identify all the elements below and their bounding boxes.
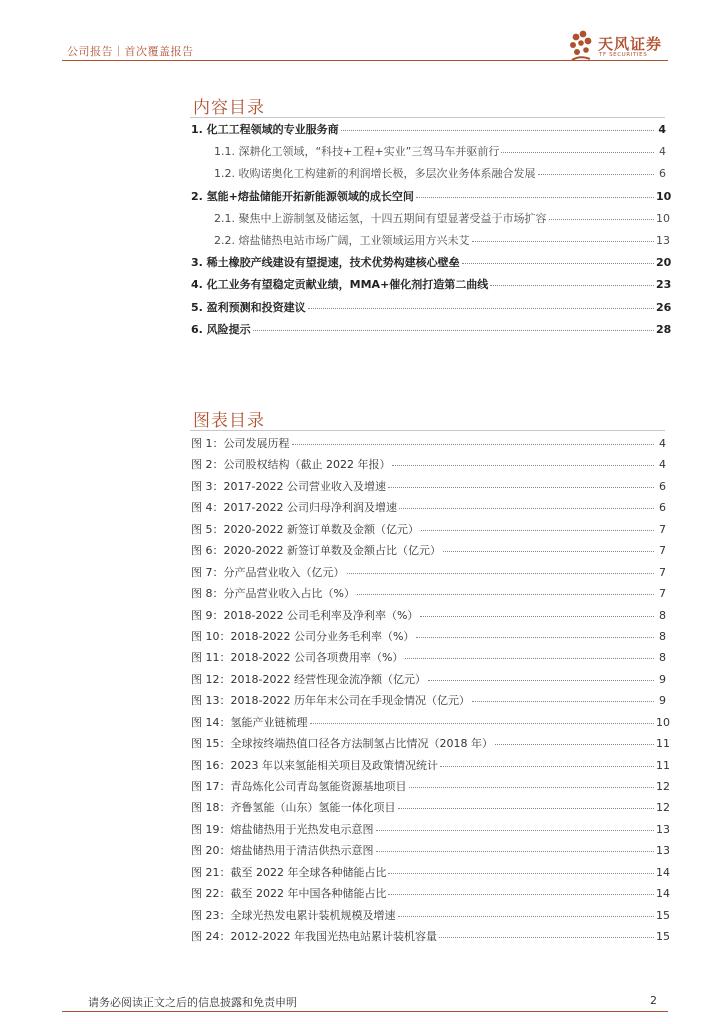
figure-entry-label: 图 3：2017-2022 公司营业收入及增速 [191,479,386,493]
toc-entry[interactable] [191,299,672,321]
toc-entry-page: 23 [656,278,672,292]
figure-entry[interactable] [191,542,666,563]
figure-entry-page: 8 [659,629,666,643]
figure-entry-page: 7 [659,587,666,601]
figure-entry-label: 图 12：2018-2022 经营性现金流净额（亿元） [191,672,426,686]
toc-entry-page: 4 [658,123,666,136]
figure-leader-dots [388,487,654,488]
figure-entry-label: 图 23：全球光热发电累计装机规模及增速 [191,908,396,922]
figure-entry-page: 4 [659,437,666,450]
figure-entry-page: 9 [659,694,666,708]
toc-title-divider [190,117,665,118]
figure-list [191,435,670,950]
figure-entry[interactable] [191,478,666,499]
toc-leader-dots [472,241,655,242]
figure-entry-label: 图 22：截至 2022 年中国各种储能占比 [191,887,387,901]
figure-entry-label: 图 2：公司股权结构（截止 2022 年报） [191,458,391,472]
figure-entry[interactable] [191,585,666,606]
toc-entry-page: 28 [656,322,672,336]
figure-leader-dots [376,830,655,831]
toc-entry-page: 20 [656,256,672,270]
toc-leader-dots [416,197,654,198]
figure-entry[interactable] [191,907,670,928]
figure-entry-page: 4 [659,458,666,472]
figure-leader-dots [472,701,654,702]
figure-entry[interactable] [191,649,666,670]
figure-entry[interactable] [191,778,670,799]
toc-leader-dots [538,174,655,175]
figure-entry[interactable] [191,607,666,628]
figure-entry-page: 11 [656,758,670,772]
figure-entry-page: 8 [659,651,666,665]
figure-entry-label: 图 1：公司发展历程 [191,437,290,450]
figure-entry-page: 12 [656,801,670,815]
figure-entry[interactable] [191,864,670,885]
toc-entry-page: 26 [656,300,672,314]
figure-leader-dots [398,916,655,917]
figure-leader-dots [357,594,654,595]
figure-entry-page: 7 [659,544,666,558]
report-type-label: 公司报告｜首次覆盖报告 [67,45,194,58]
figure-entry[interactable] [191,842,670,863]
figure-entry-label: 图 9：2018-2022 公司毛利率及净利率（%） [191,608,419,622]
toc-leader-dots [462,263,654,264]
figure-leader-dots [428,680,654,681]
figure-entry[interactable] [191,456,666,477]
toc-leader-dots [490,285,654,286]
toc-entry-page: 10 [656,211,670,225]
figure-leader-dots [405,658,654,659]
figure-entry-page: 11 [656,737,670,751]
figure-entry-label: 图 13：2018-2022 历年年末公司在手现金情况（亿元） [191,694,470,708]
toc-entry-label: 2. 氢能+熔盐储能开拓新能源领域的成长空间 [191,189,414,203]
toc-leader-dots [308,308,654,309]
toc-entry-label: 1. 化工工程领域的专业服务商 [191,123,339,136]
figure-entry-label: 图 17：青岛炼化公司青岛氢能资源基地项目 [191,780,407,793]
figure-entry[interactable] [191,499,666,520]
toc-entry-page: 4 [659,145,666,159]
figure-entry-label: 图 11：2018-2022 公司各项费用率（%） [191,651,404,665]
toc-entry[interactable] [191,210,670,232]
figure-entry-page: 7 [659,565,666,579]
toc-entry-label: 2.1. 聚焦中上游制氢及储运氢，十四五期间有望显著受益于市场扩容 [214,211,547,225]
figure-entry-page: 15 [656,908,670,922]
figure-leader-dots [376,851,655,852]
figure-entry-label: 图 21：截至 2022 年全球各种储能占比 [191,865,387,879]
figure-entry-label: 图 14：氢能产业链梳理 [191,715,308,729]
figure-leader-dots [310,723,655,724]
figure-entry-label: 图 4：2017-2022 公司归母净利润及增速 [191,501,397,515]
figure-entry[interactable] [191,628,666,649]
figure-entry-page: 6 [659,479,666,493]
toc-leader-dots [253,330,654,331]
figure-entry-page: 15 [656,930,670,944]
toc-entry-page: 10 [656,189,672,203]
toc-entry[interactable] [191,321,672,343]
figure-entry-label: 图 8：分产品营业收入占比（%） [191,587,355,601]
toc-entry-page: 6 [659,167,666,181]
figure-entry[interactable] [191,671,666,692]
toc-entry-label: 3. 稀土橡胶产线建设有望提速，技术优势构建核心壁垒 [191,256,460,270]
figure-leader-dots [409,787,655,788]
figure-entry-label: 图 19：熔盐储热用于光热发电示意图 [191,822,374,836]
figure-list-title: 图表目录 [193,411,265,431]
toc-entry[interactable] [191,121,666,143]
logo-company-subtitle: TF SECURITIES [599,52,648,58]
toc-entry[interactable] [191,188,672,210]
toc-leader-dots [341,130,654,131]
toc-entry-label: 2.2. 熔盐储热电站市场广阔，工业领域运用方兴未艾 [214,233,470,247]
figure-entry-page: 7 [659,522,666,536]
figure-entry-label: 图 15：全球按终端热值口径各方法制氢占比情况（2018 年） [191,737,493,751]
figure-entry[interactable] [191,821,670,842]
figure-entry-page: 12 [656,780,670,793]
figure-leader-dots [439,937,654,938]
toc-entry[interactable] [191,165,666,187]
figure-entry[interactable] [191,521,666,542]
figure-entry-label: 图 6：2020-2022 新签订单数及金额占比（亿元） [191,544,441,558]
figure-entry-page: 13 [656,844,670,858]
toc-list [191,121,672,343]
figure-leader-dots [347,573,655,574]
figure-entry-label: 图 18：齐鲁氢能（山东）氢能一体化项目 [191,801,396,815]
figure-entry-label: 图 24：2012-2022 年我国光热电站累计装机容量 [191,930,437,944]
figure-entry[interactable] [191,714,670,735]
figure-entry[interactable] [191,757,670,778]
toc-entry[interactable] [191,232,670,254]
figure-entry[interactable] [191,735,670,756]
toc-entry-page: 13 [656,233,670,247]
toc-entry-label: 6. 风险提示 [191,322,251,336]
figure-entry[interactable] [191,799,670,820]
figure-entry-label: 图 5：2020-2022 新签订单数及金额（亿元） [191,522,419,536]
figure-leader-dots [398,808,655,809]
figure-entry[interactable] [191,692,666,713]
figure-entry-label: 图 20：熔盐储热用于清洁供热示意图 [191,844,374,858]
toc-leader-dots [501,152,654,153]
figure-leader-dots [399,508,654,509]
figure-entry-label: 图 10：2018-2022 公司分业务毛利率（%） [191,629,415,643]
figure-entry-page: 13 [656,822,670,836]
tf-logo-icon [568,30,596,64]
figure-entry-page: 10 [656,715,670,729]
figure-entry[interactable] [191,928,670,949]
toc-entry[interactable] [191,143,666,165]
figure-leader-dots [392,465,654,466]
toc-entry-label: 1.1. 深耕化工领域，“科技+工程+实业”三驾马车并驱前行 [214,145,500,159]
toc-title: 内容目录 [193,98,265,118]
toc-entry-label: 1.2. 收购诺奥化工构建新的利润增长极，多层次业务体系融合发展 [214,167,536,181]
figure-entry[interactable] [191,885,670,906]
footer-divider [62,1011,668,1012]
figure-leader-dots [440,766,654,767]
footer-page-number: 2 [650,994,657,1007]
figure-entry-label: 图 7：分产品营业收入（亿元） [191,565,345,579]
figure-leader-dots [421,530,654,531]
figure-entry[interactable] [191,435,666,456]
figure-leader-dots [292,444,655,445]
figure-list-title-divider [190,430,665,431]
figure-entry-page: 6 [659,501,666,515]
figure-entry[interactable] [191,564,666,585]
figure-leader-dots [388,894,654,895]
figure-entry-page: 14 [656,887,670,901]
figure-leader-dots [420,616,654,617]
logo-company-name: 天风证券 [598,35,663,53]
figure-entry-label: 图 16：2023 年以来氢能相关项目及政策情况统计 [191,758,438,772]
toc-entry[interactable] [191,254,672,276]
figure-leader-dots [495,744,654,745]
toc-entry[interactable] [191,276,672,298]
toc-leader-dots [549,219,655,220]
figure-entry-page: 8 [659,608,666,622]
figure-leader-dots [443,551,654,552]
figure-entry-page: 9 [659,672,666,686]
toc-entry-label: 5. 盈利预测和投资建议 [191,300,306,314]
company-logo [568,30,678,66]
footer-disclaimer: 请务必阅读正文之后的信息披露和免责申明 [88,996,297,1009]
toc-entry-label: 4. 化工业务有望稳定贡献业绩，MMA+催化剂打造第二曲线 [191,278,489,292]
figure-leader-dots [416,637,654,638]
figure-leader-dots [388,873,654,874]
figure-entry-page: 14 [656,865,670,879]
